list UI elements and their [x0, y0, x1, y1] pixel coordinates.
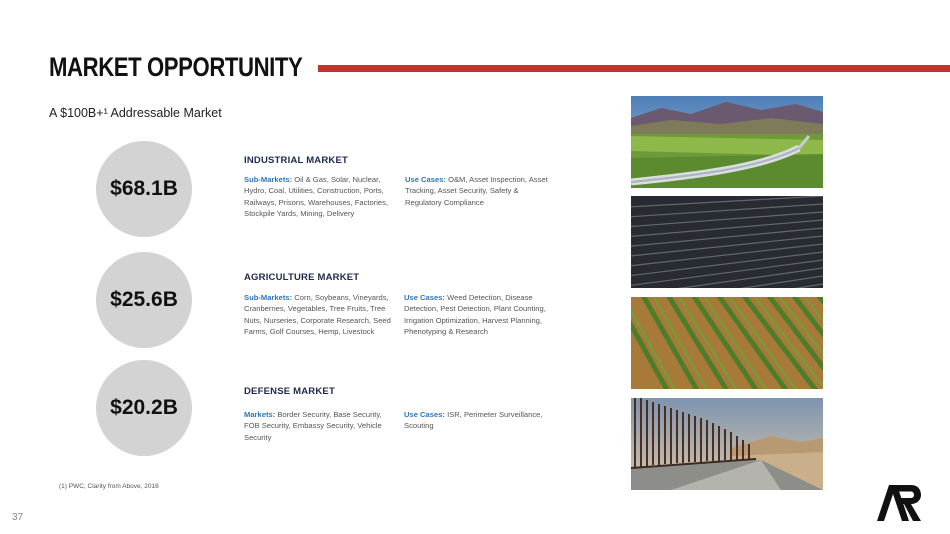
solar-farm-photo: [631, 196, 823, 288]
defense-markets-text: Border Security, Base Security, FOB Security, Embassy Security, Vehicle Security: [244, 410, 382, 442]
agriculture-use-cases: [404, 292, 556, 337]
industrial-title: INDUSTRIAL MARKET: [244, 155, 349, 166]
agriculture-submarkets-text: Corn, Soybeans, Vineyards, Cranberries, Vegetables, Tree Fruits, Tree Nuts, Nurseries, Corporate Research, Seed Farms, Golf Courses, Hemp, Livestock: [244, 293, 391, 336]
page-number: 37: [12, 512, 24, 523]
ar-logo-icon: [877, 485, 921, 521]
agriculture-use-cases-text: Weed Detection, Disease Detection, Pest Detection, Plant Counting, Irrigation Optimization, Harvest Planning, Phenotyping & Research: [404, 293, 546, 336]
industrial-submarkets: [244, 174, 394, 219]
defense-title: DEFENSE MARKET: [244, 386, 335, 397]
industrial-use-cases: [405, 174, 555, 208]
defense-use-cases-text: ISR, Perimeter Surveillance, Scouting: [404, 410, 543, 431]
footnote: (1) PWC, Clarity from Above, 2016: [59, 483, 159, 490]
agriculture-value-circle: [96, 252, 192, 348]
border-wall-photo: [631, 398, 823, 490]
page-title: MARKET OPPORTUNITY: [49, 52, 303, 82]
industrial-value: $68.1B: [110, 177, 178, 200]
defense-markets-label: Markets:: [244, 410, 276, 419]
agriculture-use-cases-label: Use Cases:: [404, 293, 445, 302]
page-subtitle: A $100B+¹ Addressable Market: [49, 106, 222, 120]
agriculture-submarkets: [244, 292, 394, 337]
agriculture-title: AGRICULTURE MARKET: [244, 272, 360, 283]
defense-value: $20.2B: [110, 396, 178, 419]
defense-use-cases: [404, 409, 556, 432]
agriculture-value: $25.6B: [110, 288, 178, 311]
agriculture-submarkets-label: Sub-Markets:: [244, 293, 293, 302]
crop-rows-photo: [631, 297, 823, 389]
industrial-submarkets-label: Sub-Markets:: [244, 175, 293, 184]
industrial-use-cases-label: Use Cases:: [405, 175, 446, 184]
defense-value-circle: [96, 360, 192, 456]
title-accent-bar: [318, 65, 950, 72]
defense-use-cases-label: Use Cases:: [404, 410, 445, 419]
defense-markets: [244, 409, 394, 443]
pipeline-landscape-photo: [631, 96, 823, 188]
industrial-value-circle: [96, 141, 192, 237]
industrial-use-cases-text: O&M, Asset Inspection, Asset Tracking, Asset Security, Safety & Regulatory Compliance: [405, 175, 548, 207]
industrial-submarkets-text: Oil & Gas, Solar, Nuclear, Hydro, Coal, Utilities, Construction, Ports, Railways, Prisons, Warehouses, Factories, Stockpile Yards, Mining, Delivery: [244, 175, 389, 218]
